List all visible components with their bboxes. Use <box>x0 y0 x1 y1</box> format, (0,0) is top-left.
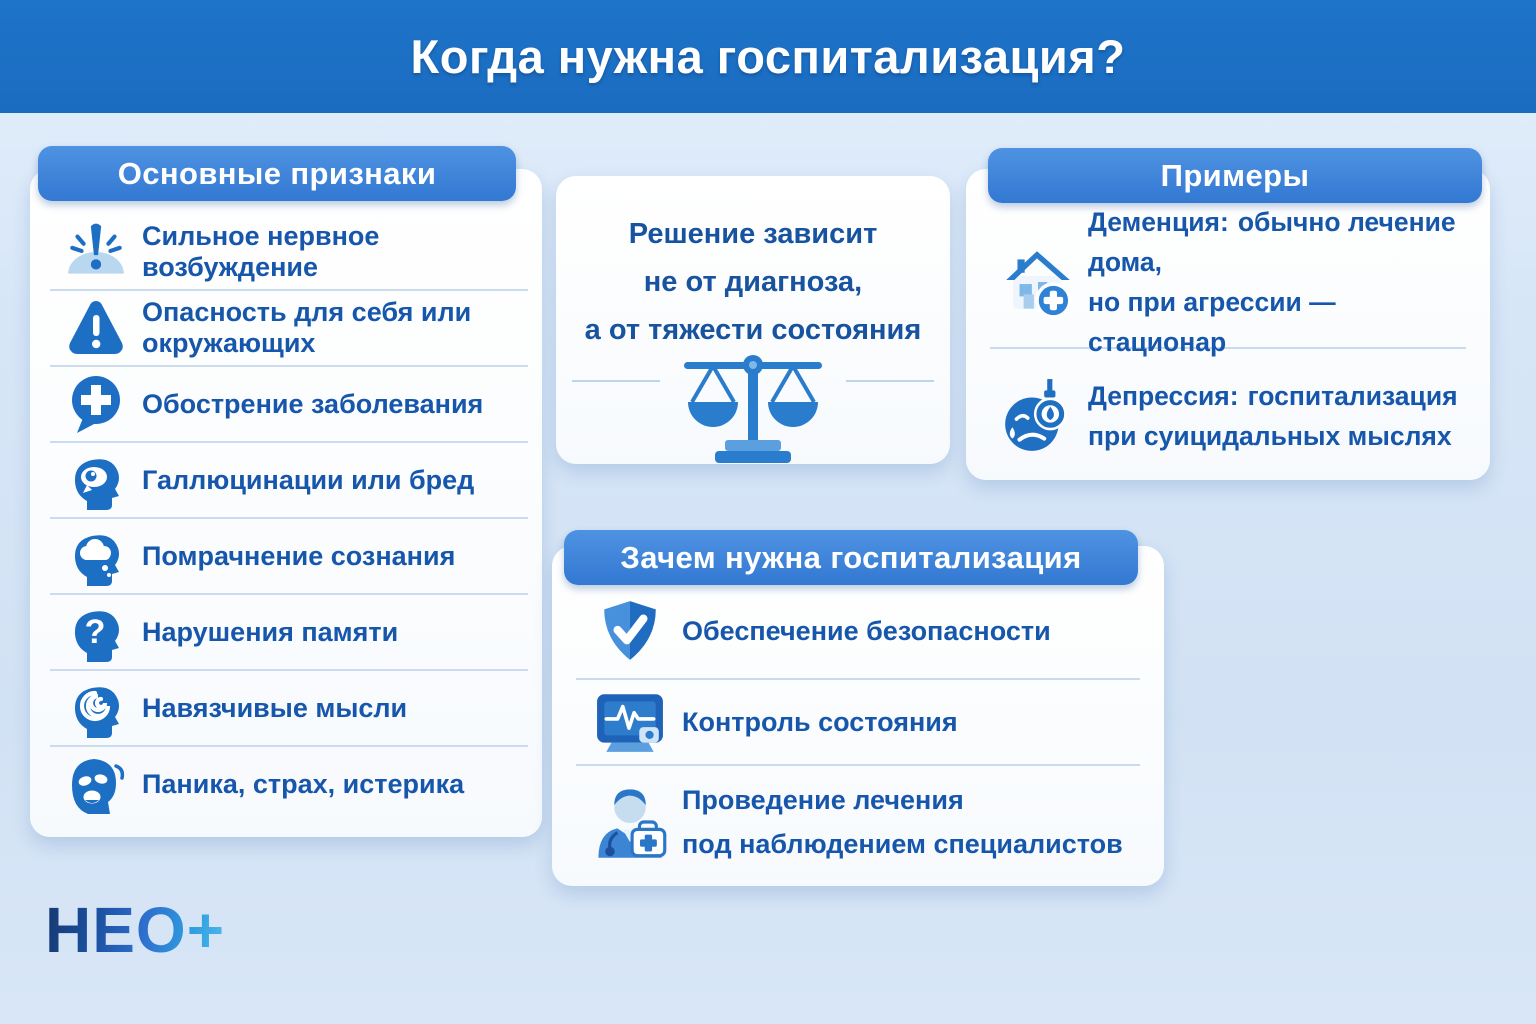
example-line <box>1088 202 1472 282</box>
panic-fear-icon <box>50 752 142 816</box>
signs-panel-title <box>38 146 516 201</box>
example-row-depression <box>966 355 1490 477</box>
illness-flareup-icon <box>50 372 142 436</box>
examples-panel-title <box>988 148 1482 203</box>
sign-label: Нарушения памяти <box>142 616 399 647</box>
purpose-card <box>552 546 1164 886</box>
decor-line <box>572 380 660 382</box>
example-text <box>1088 376 1458 456</box>
purpose-line1: Контроль состояния <box>682 707 958 737</box>
purpose-line2: под наблюдением специалистов <box>682 829 1123 859</box>
balance-scales-icon <box>668 350 838 464</box>
decision-line: а от тяжести состояния <box>584 314 922 346</box>
sign-label: Обострение заболевания <box>142 388 484 419</box>
memory-impairment-icon <box>50 600 142 664</box>
example-line <box>1088 376 1458 416</box>
sign-label: Галлюцинации или бред <box>142 464 475 495</box>
sign-label: Паника, страх, истерика <box>142 768 465 799</box>
sign-row-panic <box>50 747 528 821</box>
example-text <box>1088 202 1472 362</box>
examples-card <box>966 169 1490 480</box>
examples-panel-title-label: Примеры <box>1160 157 1310 193</box>
svg-text:?: ? <box>84 613 106 651</box>
sign-row-hallucinations <box>50 443 528 519</box>
purpose-row-safety <box>552 584 1164 678</box>
sign-label: Сильное нервное возбуждение <box>142 221 380 282</box>
home-treatment-icon <box>988 243 1088 321</box>
purpose-panel-title-label: Зачем нужна госпитализация <box>620 539 1082 575</box>
clouded-consciousness-icon <box>50 524 142 588</box>
safety-shield-icon <box>578 598 682 664</box>
hallucinations-icon <box>50 448 142 512</box>
sign-row-memory <box>50 595 528 671</box>
sign-row-obsessive <box>50 671 528 747</box>
example-line1: госпитализация <box>1247 381 1458 411</box>
example-term: Деменция: <box>1088 207 1229 237</box>
doctor-supervision-icon <box>578 782 682 862</box>
page-title: Когда нужна госпитализация? <box>410 30 1126 83</box>
purpose-text <box>682 700 958 744</box>
purpose-line1: Обеспечение безопасности <box>682 616 1051 646</box>
example-line2: при суицидальных мыслях <box>1088 421 1452 451</box>
decor-line <box>846 380 934 382</box>
sign-label: Навязчивые мысли <box>142 692 408 723</box>
signs-card <box>30 169 542 837</box>
sign-label: Опасность для себя или окружающих <box>142 297 472 358</box>
example-line2: но при агрессии — стационар <box>1088 287 1336 357</box>
danger-warning-icon <box>50 296 142 360</box>
decision-line: Решение зависит <box>628 218 878 250</box>
neo-plus-logo: НЕО+ <box>45 894 226 966</box>
condition-monitor-icon <box>578 689 682 755</box>
purpose-line1: Проведение лечения <box>682 785 964 815</box>
sign-row-flareup <box>50 367 528 443</box>
header-band <box>0 0 1536 113</box>
signs-panel-title-label: Основные признаки <box>117 155 437 191</box>
purpose-row-treatment <box>552 766 1164 878</box>
decision-card <box>556 176 950 464</box>
nervous-excitement-icon <box>50 219 142 285</box>
depression-icon <box>988 377 1088 455</box>
sign-row-clouded <box>50 519 528 595</box>
sign-label: Помрачнение сознания <box>142 540 456 571</box>
decision-text <box>556 210 950 354</box>
example-term: Депрессия: <box>1088 381 1239 411</box>
example-row-dementia <box>966 207 1490 357</box>
example-line1: обычно лечение дома, <box>1088 207 1456 277</box>
sign-row-excitement <box>50 215 528 291</box>
sign-row-danger <box>50 291 528 367</box>
purpose-text <box>682 778 1123 866</box>
decision-line: не от диагноза, <box>643 266 863 298</box>
purpose-row-monitoring <box>552 680 1164 764</box>
purpose-text <box>682 609 1051 653</box>
obsessive-thoughts-icon <box>50 676 142 740</box>
purpose-panel-title <box>564 530 1138 585</box>
